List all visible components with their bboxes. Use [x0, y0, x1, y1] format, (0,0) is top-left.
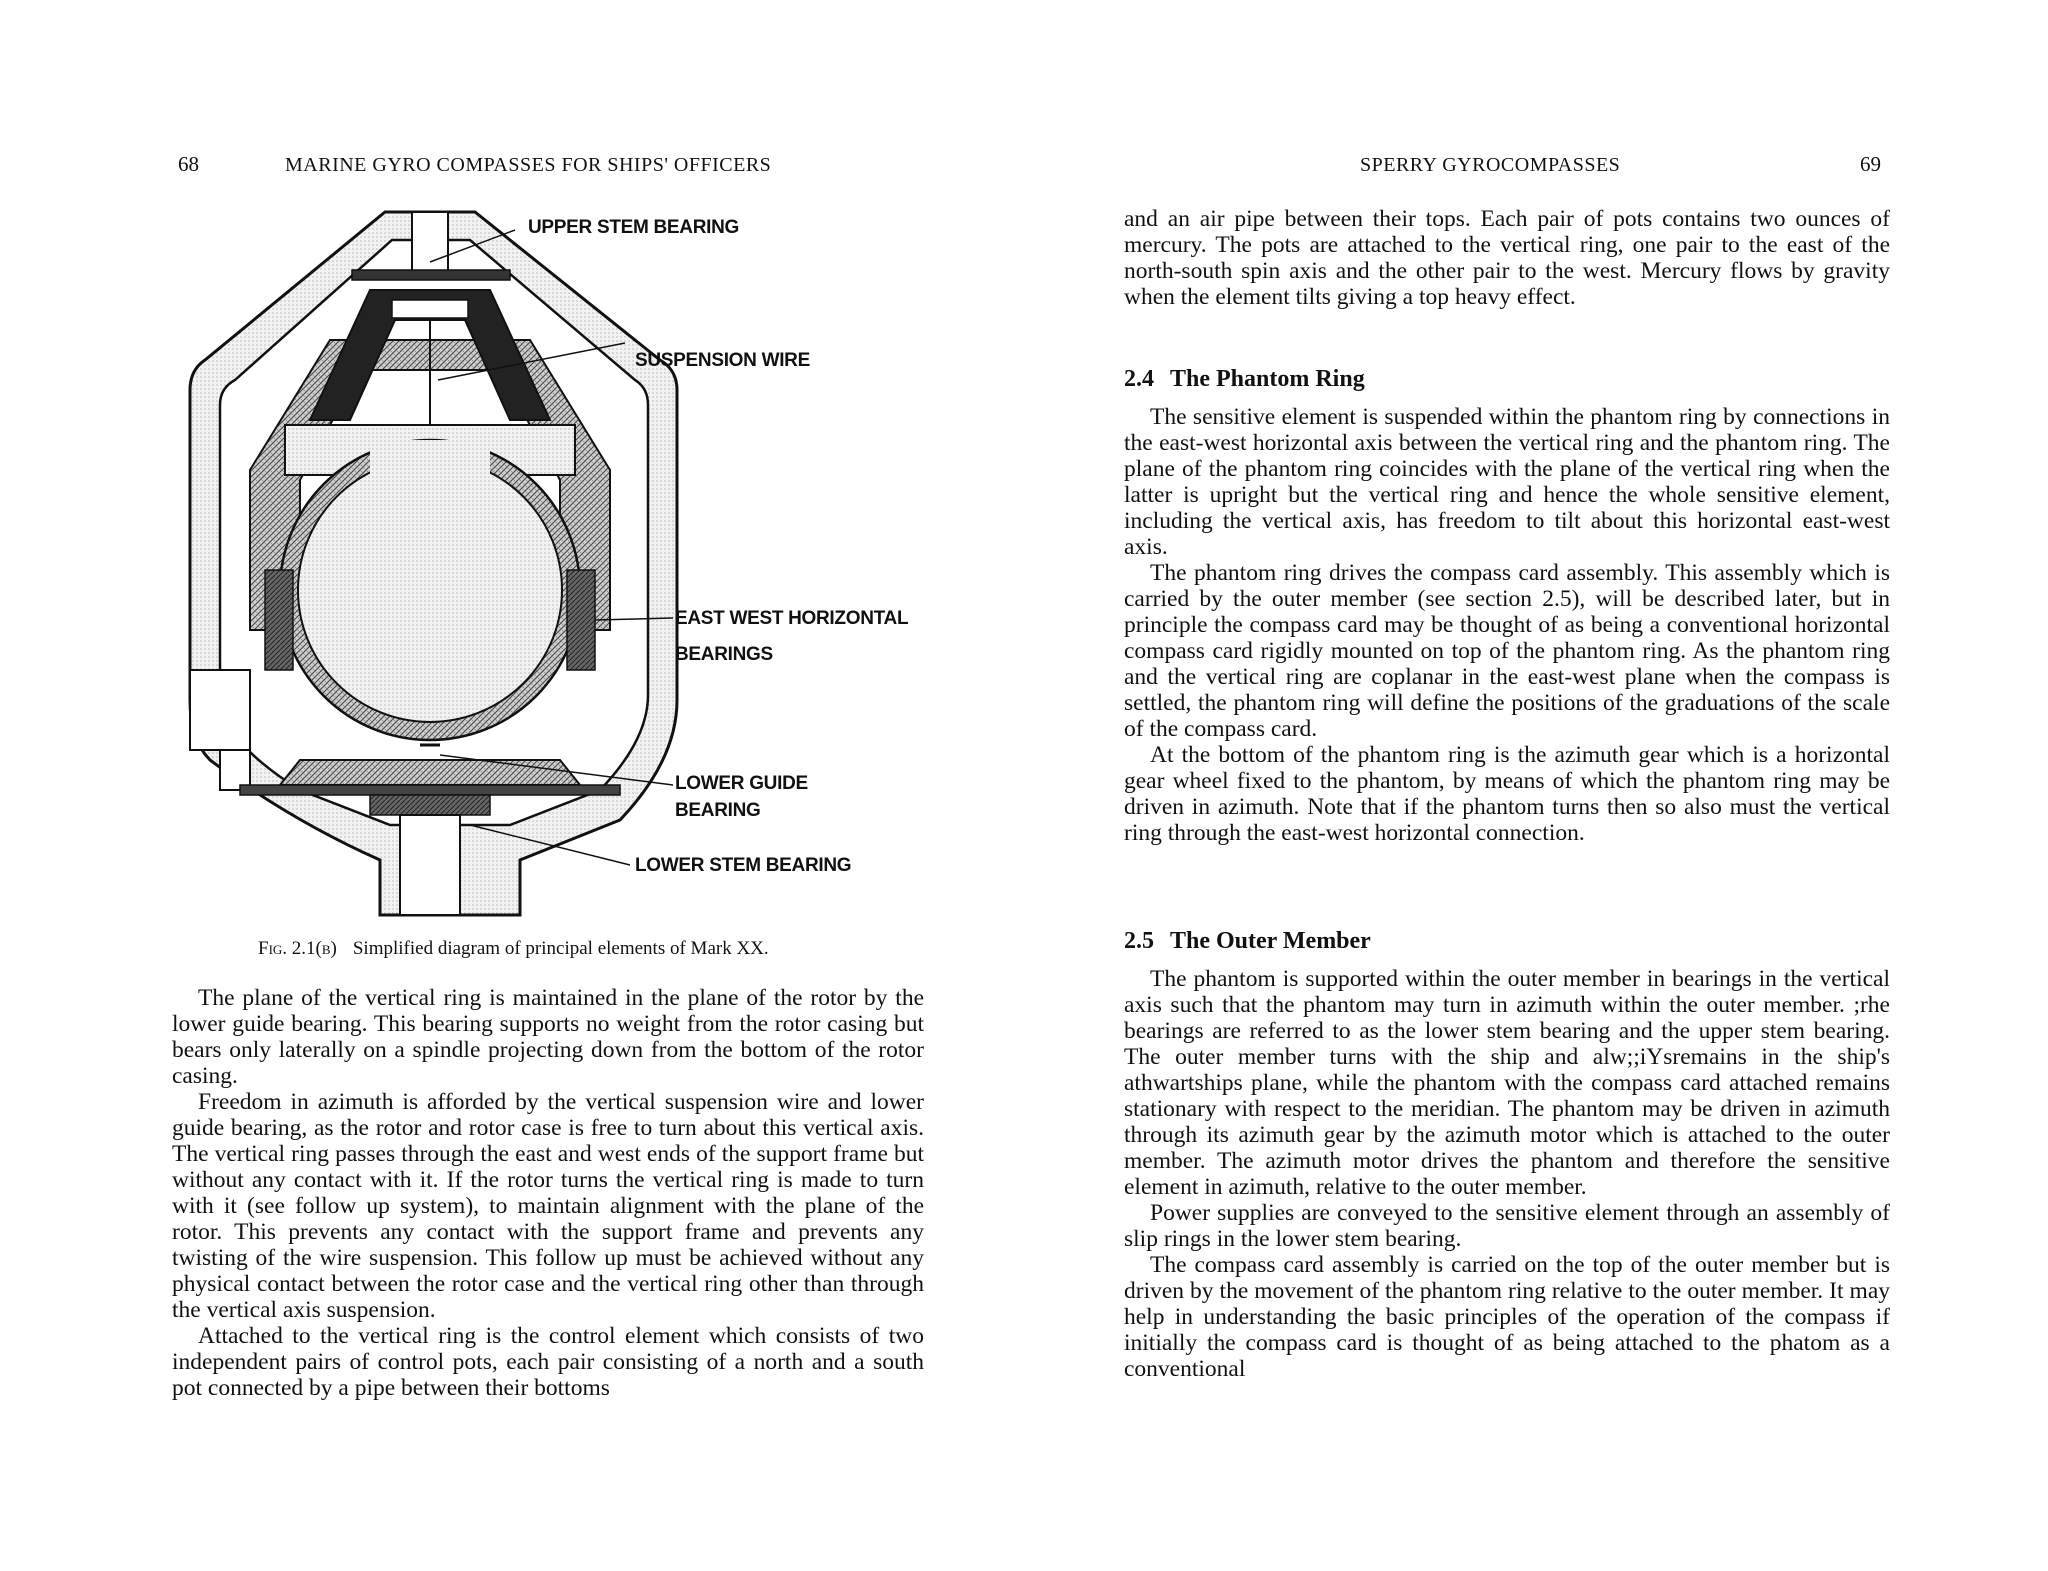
section-2-5-body [1124, 966, 1890, 1382]
right-running-head: SPERRY GYROCOMPASSES [1360, 154, 1621, 176]
left-paragraph-3: Attached to the vertical ring is the control element which consists of two independent pairs of control pots, each pair consisting of a north and a south pot connected by a pipe between their bottoms [172, 1323, 924, 1401]
upper-stem [412, 212, 448, 272]
azimuth-gear [280, 760, 580, 785]
figure-caption [258, 938, 769, 960]
figure-caption-label: Fig. 2.1(b) [258, 938, 337, 959]
east-bearing [567, 570, 595, 670]
side-box-lower [220, 750, 250, 790]
right-page [1024, 0, 2048, 1571]
left-page-body [172, 985, 924, 1401]
right-intro [1124, 206, 1890, 310]
gyro-element-diagram [180, 200, 940, 920]
section-2-4-number: 2.4 [1124, 366, 1154, 392]
section-2-4-paragraph-2: The phantom ring drives the compass card assembly. This assembly which is carried by the outer member (see section 2.5), will be described later, but in principle the compass card may be thought of as being a conventional horizontal compass card rigidly mounted on top of the phantom ring. As the phantom ring and the vertical ring are coplanar in the east-west plane when the compass is settled, the phantom ring will define the positions of the graduations of the scale of the compass card. [1124, 560, 1890, 742]
left-paragraph-1: The plane of the vertical ring is maintained in the plane of the rotor by the lower guide bearing. This bearing supports no weight from the rotor casing but bears only laterally on a spindle projecting down from the bottom of the rotor casing. [172, 985, 924, 1089]
section-2-5-heading [1124, 928, 1371, 955]
label-east-west-line1: EAST WEST HORIZONTAL [675, 608, 909, 629]
section-2-4-heading [1124, 366, 1365, 393]
section-2-4-title: The Phantom Ring [1170, 366, 1365, 392]
left-page-number: 68 [178, 152, 199, 176]
figure-caption-text: Simplified diagram of principal elements of Mark XX. [352, 938, 769, 959]
rotor-neck [370, 440, 490, 480]
right-intro-paragraph: and an air pipe between their tops. Each pair of pots contains two ounces of mercury. The pots are attached to the vertical ring, one pair to the east of the north-south spin axis and the other pair to the west. Mercury flows by gravity when the element tilts giving a top heavy effect. [1124, 206, 1890, 310]
label-east-west-line2: BEARINGS [675, 644, 773, 665]
label-lower-guide-line1: LOWER GUIDE [675, 773, 808, 794]
top-block [392, 300, 468, 318]
section-2-4-body [1124, 404, 1890, 846]
rotor-case-inner [298, 458, 562, 722]
right-page-number: 69 [1860, 152, 1881, 176]
section-2-4-paragraph-1: The sensitive element is suspended within the phantom ring by connections in the east-west horizontal axis between the vertical ring and the phantom ring. The plane of the phantom ring coincides with the plane of the vertical ring when the latter is upright but the vertical ring and hence the whole sensitive element, including the vertical axis, has freedom to tilt about this horizontal east-west axis. [1124, 404, 1890, 560]
section-2-4-paragraph-3: At the bottom of the phantom ring is the azimuth gear which is a horizontal gear wheel fixed to the phantom, by means of which the phantom ring may be driven in azimuth. Note that if the phantom turns then so also must the vertical ring through the east-west horizontal connection. [1124, 742, 1890, 846]
upper-plate [352, 270, 510, 280]
left-running-head: MARINE GYRO COMPASSES FOR SHIPS' OFFICERS [285, 154, 772, 176]
section-2-5-title: The Outer Member [1170, 928, 1371, 954]
section-2-5-paragraph-2: Power supplies are conveyed to the sensitive element through an assembly of slip rings in the lower stem bearing. [1124, 1200, 1890, 1252]
section-2-5-paragraph-1: The phantom is supported within the outer member in bearings in the vertical axis such that the phantom may turn in azimuth within the outer member. ;rhe bearings are referred to as the lower stem bearing and the upper stem bearing. The outer member turns with the ship and alw;;iYsremains in the ship's athwartships plane, while the phantom with the compass card attached remains stationary with respect to the meridian. The phantom may be driven in azimuth through its azimuth gear by the azimuth motor which is attached to the outer member. The azimuth motor drives the phantom and therefore the sensitive element in azimuth, relative to the outer member. [1124, 966, 1890, 1200]
west-bearing [265, 570, 293, 670]
side-box [190, 670, 250, 750]
diagram-svg [180, 200, 940, 920]
section-2-5-paragraph-3: The compass card assembly is carried on the top of the outer member but is driven by the movement of the phantom ring relative to the outer member. It may help in understanding the basic principles of the operation of the compass if initially the compass card is thought of as being attached to the phatom as a conventional [1124, 1252, 1890, 1382]
label-lower-stem-bearing: LOWER STEM BEARING [635, 855, 852, 876]
lower-stem [400, 815, 460, 915]
section-2-5-number: 2.5 [1124, 928, 1154, 954]
label-upper-stem-bearing: UPPER STEM BEARING [528, 217, 740, 238]
lower-stem-block [370, 795, 490, 815]
label-suspension-wire: SUSPENSION WIRE [635, 350, 810, 371]
label-lower-guide-line2: BEARING [675, 800, 761, 821]
left-paragraph-2: Freedom in azimuth is afforded by the vertical suspension wire and lower guide bearing, as the rotor and rotor case is free to turn about this vertical axis. The vertical ring passes through the east and west ends of the support frame but without any contact with it. If the rotor turns the vertical ring is made to turn with it (see follow up system), to maintain alignment with the plane of the rotor. This prevents any contact with the support frame and prevents any twisting of the wire suspension. This follow up must be achieved without any physical contact between the rotor case and the vertical ring other than through the vertical axis suspension. [172, 1089, 924, 1323]
gear-plate [240, 785, 620, 795]
